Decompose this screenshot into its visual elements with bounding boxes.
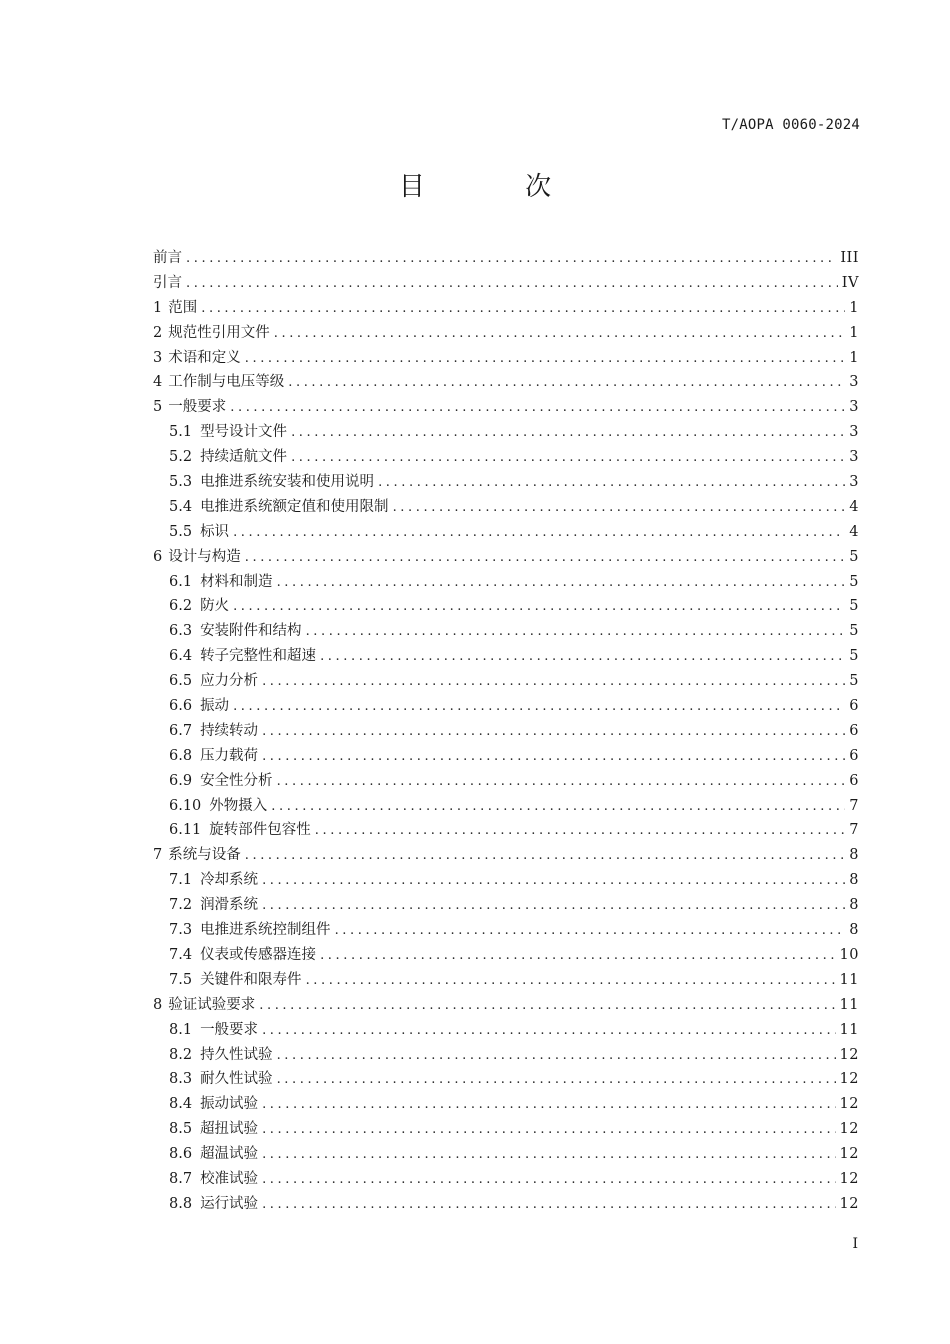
- toc-entry-title: 设计与构造: [168, 548, 241, 565]
- toc-entry-page: 1: [849, 324, 859, 341]
- toc-entry-title: 压力载荷: [200, 747, 259, 764]
- toc-leader-dots: [291, 421, 845, 446]
- toc-leader-dots: [277, 1044, 836, 1069]
- toc-leader-dots: [233, 521, 845, 546]
- toc-leader-dots: [230, 396, 845, 421]
- toc-entry-title: 持续适航文件: [200, 449, 288, 466]
- toc-entry-page: 12: [839, 1121, 859, 1138]
- toc-leader-dots: [186, 247, 836, 272]
- toc-leader-dots: [277, 571, 845, 596]
- toc-entry-title: 系统与设备: [168, 847, 241, 864]
- toc-entry[interactable]: [153, 893, 859, 918]
- toc-leader-dots: [288, 371, 845, 396]
- toc-entry-page: 5: [849, 548, 859, 565]
- toc-entry-title: 振动: [200, 698, 230, 715]
- toc-entry-number: 8.1: [169, 1021, 193, 1038]
- document-code: T/AOPA 0060-2024: [721, 117, 860, 133]
- toc-entry-number: 6.8: [169, 747, 193, 764]
- toc-entry-title: 标识: [200, 523, 230, 540]
- toc-entry[interactable]: [153, 818, 859, 843]
- toc-entry-page: 6: [849, 698, 859, 715]
- toc-entry-number: 4: [153, 374, 163, 391]
- toc-entry-page: 3: [849, 474, 859, 491]
- toc-entry-number: 6.9: [169, 772, 193, 789]
- toc-entry-number: 6.11: [169, 822, 202, 839]
- toc-entry-number: 7.2: [169, 897, 193, 914]
- toc-entry[interactable]: [153, 246, 859, 271]
- toc-entry-number: 7.4: [169, 946, 193, 963]
- toc-entry[interactable]: [153, 1067, 859, 1092]
- toc-entry-page: 8: [849, 897, 859, 914]
- toc-entry[interactable]: [153, 993, 859, 1018]
- toc-entry[interactable]: [153, 794, 859, 819]
- toc-entry-title: 持续转动: [200, 722, 259, 739]
- toc-entry[interactable]: [153, 943, 859, 968]
- toc-leader-dots: [262, 1168, 835, 1193]
- toc-leader-dots: [262, 1093, 835, 1118]
- toc-entry-title: 范围: [168, 299, 198, 316]
- toc-entry-number: 1: [153, 299, 163, 316]
- toc-entry-title: 一般要求: [168, 399, 227, 416]
- toc-entry-title: 前言: [153, 250, 182, 266]
- toc-entry-page: 7: [849, 797, 859, 814]
- toc-entry-title: 电推进系统额定值和使用限制: [200, 498, 389, 515]
- toc-entry-number: 6.10: [169, 797, 202, 814]
- toc-entry[interactable]: [153, 271, 859, 296]
- toc-entry-page: 6: [849, 722, 859, 739]
- toc-entry-title: 防火: [200, 598, 230, 615]
- toc-entry-number: 5.1: [169, 424, 193, 441]
- toc-entry[interactable]: [153, 619, 859, 644]
- toc-entry-title: 冷却系统: [200, 872, 259, 889]
- toc-entry-page: 4: [849, 498, 859, 515]
- toc-entry-number: 5.5: [169, 523, 193, 540]
- toc-entry-page: 10: [839, 946, 859, 963]
- toc-leader-dots: [233, 595, 845, 620]
- toc-leader-dots: [320, 645, 845, 670]
- toc-entry[interactable]: [153, 420, 859, 445]
- toc-entry[interactable]: [153, 594, 859, 619]
- toc-entry[interactable]: [153, 868, 859, 893]
- toc-entry[interactable]: [153, 769, 859, 794]
- toc-entry[interactable]: [153, 669, 859, 694]
- toc-entry[interactable]: [153, 1117, 859, 1142]
- toc-entry-page: 3: [849, 399, 859, 416]
- toc-leader-dots: [378, 471, 845, 496]
- toc-leader-dots: [262, 894, 845, 919]
- toc-entry-page: 3: [849, 374, 859, 391]
- toc-leader-dots: [335, 919, 845, 944]
- toc-entry-page: 1: [849, 299, 859, 316]
- toc-entry-page: 12: [839, 1046, 859, 1063]
- toc-entry-page: 5: [849, 648, 859, 665]
- toc-entry[interactable]: [153, 395, 859, 420]
- toc-entry-title: 润滑系统: [200, 897, 259, 914]
- toc-entry-number: 7.1: [169, 872, 193, 889]
- toc-entry-title: 规范性引用文件: [168, 324, 270, 341]
- toc-entry-page: 5: [849, 573, 859, 590]
- toc-leader-dots: [262, 1143, 835, 1168]
- toc-leader-dots: [262, 869, 845, 894]
- toc-entry-number: 7.3: [169, 922, 193, 939]
- toc-leader-dots: [262, 1193, 835, 1218]
- toc-entry[interactable]: [153, 370, 859, 395]
- page-title: 目 次: [398, 172, 598, 202]
- toc-entry-page: 5: [849, 598, 859, 615]
- toc-entry-number: 8.5: [169, 1121, 193, 1138]
- toc-entry-page: 7: [849, 822, 859, 839]
- toc-leader-dots: [306, 969, 836, 994]
- toc-entry-page: 12: [839, 1146, 859, 1163]
- toc-entry-number: 6.2: [169, 598, 193, 615]
- toc-entry-page: 12: [839, 1195, 859, 1212]
- toc-entry-page: IV: [841, 274, 859, 291]
- toc-entry[interactable]: [153, 1142, 859, 1167]
- toc-entry-title: 旋转部件包容性: [209, 822, 311, 839]
- toc-entry[interactable]: [153, 1092, 859, 1117]
- toc-entry-number: 6.6: [169, 698, 193, 715]
- toc-entry-title: 超温试验: [200, 1146, 259, 1163]
- toc-entry-number: 5.2: [169, 449, 193, 466]
- toc-entry-number: 5.4: [169, 498, 193, 515]
- toc-entry[interactable]: [153, 1192, 859, 1217]
- toc-entry-title: 安全性分析: [200, 772, 273, 789]
- toc-entry-number: 6.7: [169, 722, 193, 739]
- toc-entry-title: 超扭试验: [200, 1121, 259, 1138]
- toc-entry-title: 转子完整性和超速: [200, 648, 317, 665]
- toc-entry-title: 一般要求: [200, 1021, 259, 1038]
- toc-entry[interactable]: [153, 968, 859, 993]
- toc-entry-page: 11: [839, 971, 859, 988]
- toc-entry-page: 12: [839, 1170, 859, 1187]
- toc-entry[interactable]: [153, 1167, 859, 1192]
- toc-entry-title: 耐久性试验: [200, 1071, 273, 1088]
- toc-leader-dots: [201, 297, 845, 322]
- toc-entry[interactable]: [153, 719, 859, 744]
- toc-leader-dots: [315, 819, 845, 844]
- toc-leader-dots: [186, 272, 838, 297]
- toc-entry-title: 引言: [153, 274, 182, 291]
- toc-entry[interactable]: [153, 470, 859, 495]
- toc-entry-page: 12: [839, 1096, 859, 1113]
- toc-entry-number: 6.3: [169, 623, 193, 640]
- toc-leader-dots: [262, 1019, 835, 1044]
- toc-entry-page: 8: [849, 922, 859, 939]
- toc-leader-dots: [262, 745, 845, 770]
- toc-entry-title: 仪表或传感器连接: [200, 946, 317, 963]
- toc-entry-number: 6.4: [169, 648, 193, 665]
- toc-entry-title: 型号设计文件: [200, 424, 288, 441]
- toc-entry-number: 6.5: [169, 673, 193, 690]
- toc-entry-page: 6: [849, 747, 859, 764]
- toc-entry-title: 安装附件和结构: [200, 623, 302, 640]
- toc-entry-title: 关键件和限寿件: [200, 971, 302, 988]
- toc-entry-title: 持久性试验: [200, 1046, 273, 1063]
- toc-leader-dots: [262, 670, 845, 695]
- toc-entry-title: 外物摄入: [209, 797, 268, 814]
- toc-entry[interactable]: [153, 644, 859, 669]
- toc-leader-dots: [245, 546, 845, 571]
- toc-entry-title: 验证试验要求: [168, 996, 256, 1013]
- toc-entry-title: 术语和定义: [168, 349, 241, 366]
- toc-entry[interactable]: [153, 843, 859, 868]
- toc-entry-number: 2: [153, 324, 163, 341]
- toc-entry-number: 6: [153, 548, 163, 565]
- toc-leader-dots: [233, 695, 845, 720]
- toc-entry[interactable]: [153, 570, 859, 595]
- toc-entry-title: 校准试验: [200, 1170, 259, 1187]
- toc-entry[interactable]: [153, 296, 859, 321]
- toc-entry-number: 5.3: [169, 474, 193, 491]
- toc-entry-number: 5: [153, 399, 163, 416]
- toc-leader-dots: [320, 944, 835, 969]
- toc-entry-page: 12: [839, 1071, 859, 1088]
- toc-entry-number: 8.2: [169, 1046, 193, 1063]
- toc-entry-page: 8: [849, 847, 859, 864]
- toc-entry-title: 运行试验: [200, 1195, 259, 1212]
- toc-entry[interactable]: [153, 445, 859, 470]
- toc-entry-number: 7: [153, 847, 163, 864]
- toc-entry[interactable]: [153, 694, 859, 719]
- toc-entry[interactable]: [153, 545, 859, 570]
- toc-leader-dots: [306, 620, 845, 645]
- toc-entry-number: 8: [153, 996, 163, 1013]
- toc-entry-page: 4: [849, 523, 859, 540]
- toc-entry[interactable]: [153, 1018, 859, 1043]
- toc-leader-dots: [245, 347, 845, 372]
- toc-entry-number: 8.7: [169, 1170, 193, 1187]
- toc-entry-page: 3: [849, 449, 859, 466]
- toc-leader-dots: [393, 496, 845, 521]
- toc-entry-title: 振动试验: [200, 1096, 259, 1113]
- toc-entry-number: 8.6: [169, 1146, 193, 1163]
- toc-leader-dots: [259, 994, 835, 1019]
- toc-leader-dots: [271, 795, 845, 820]
- toc-entry-title: 电推进系统安装和使用说明: [200, 474, 375, 491]
- toc-entry[interactable]: [153, 744, 859, 769]
- table-of-contents: [153, 246, 859, 1217]
- toc-entry[interactable]: [153, 918, 859, 943]
- toc-entry[interactable]: [153, 321, 859, 346]
- toc-entry-title: 应力分析: [200, 673, 259, 690]
- page-number: I: [852, 1236, 858, 1252]
- toc-entry-number: 7.5: [169, 971, 193, 988]
- toc-entry-page: 5: [849, 623, 859, 640]
- toc-entry-number: 6.1: [169, 573, 193, 590]
- toc-entry-number: 8.3: [169, 1071, 193, 1088]
- toc-entry[interactable]: [153, 520, 859, 545]
- toc-entry-page: 11: [839, 1021, 859, 1038]
- toc-leader-dots: [274, 322, 845, 347]
- toc-entry-page: 5: [849, 673, 859, 690]
- toc-entry-page: 11: [839, 996, 859, 1013]
- toc-entry-page: 3: [849, 424, 859, 441]
- toc-entry[interactable]: [153, 346, 859, 371]
- toc-leader-dots: [277, 770, 845, 795]
- toc-entry[interactable]: [153, 1043, 859, 1068]
- toc-entry-number: 3: [153, 349, 163, 366]
- toc-entry-page: 1: [849, 349, 859, 366]
- toc-leader-dots: [245, 844, 845, 869]
- toc-entry-page: 6: [849, 772, 859, 789]
- toc-entry-title: 电推进系统控制组件: [200, 922, 331, 939]
- toc-leader-dots: [277, 1068, 836, 1093]
- toc-entry-page: 8: [849, 872, 859, 889]
- toc-entry-title: 材料和制造: [200, 573, 273, 590]
- toc-entry-title: 工作制与电压等级: [168, 374, 285, 391]
- toc-leader-dots: [262, 1118, 835, 1143]
- toc-entry-number: 8.8: [169, 1195, 193, 1212]
- toc-entry[interactable]: [153, 495, 859, 520]
- toc-entry-number: 8.4: [169, 1096, 193, 1113]
- toc-leader-dots: [262, 720, 845, 745]
- toc-entry-page: III: [840, 250, 859, 266]
- toc-leader-dots: [291, 446, 845, 471]
